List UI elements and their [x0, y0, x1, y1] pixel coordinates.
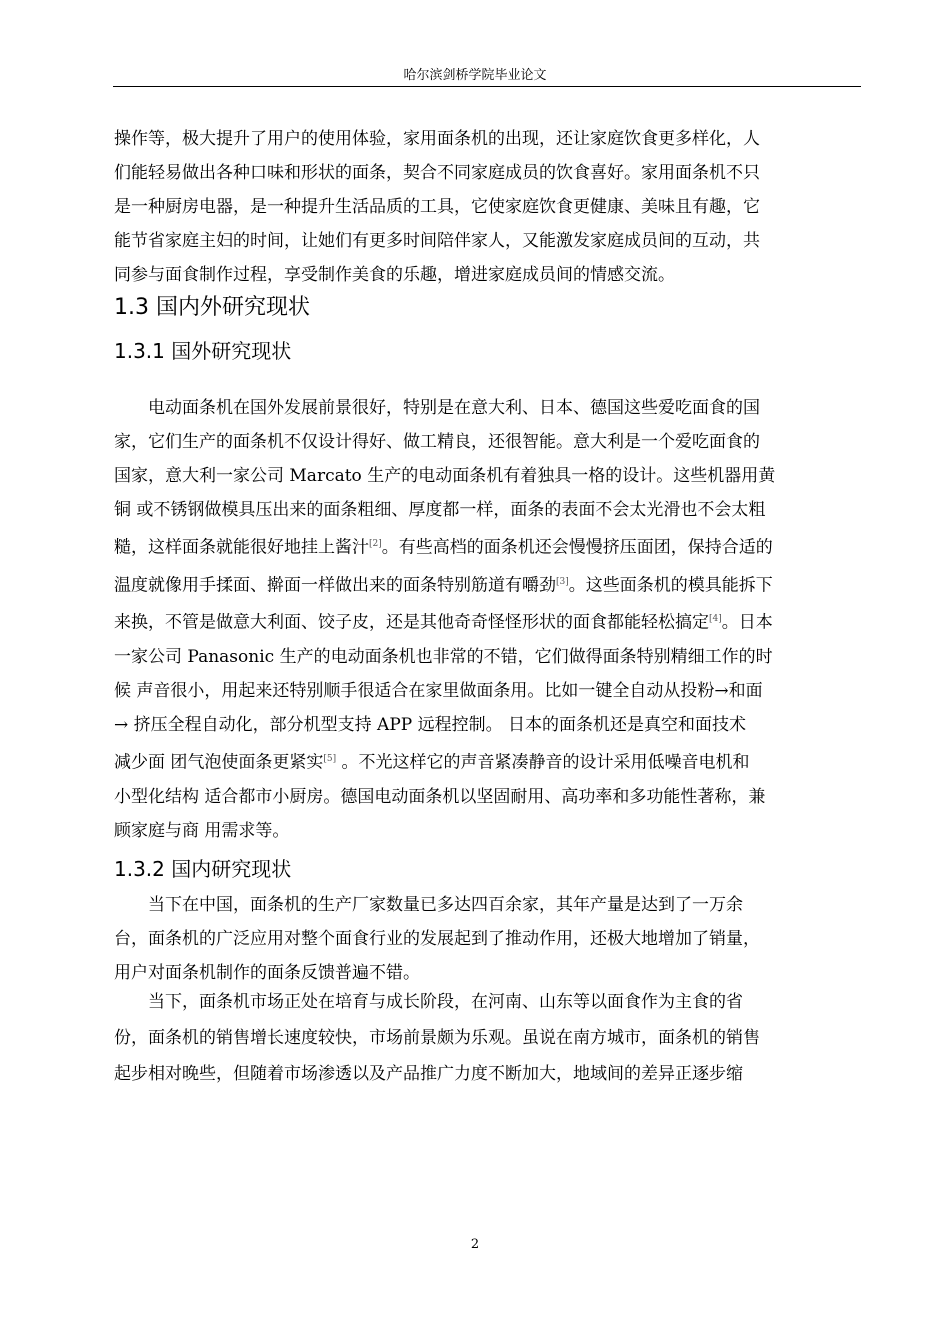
text-segment: 。不光这样它的声音紧凑静音的设计采用低噪音电机和: [336, 752, 750, 773]
foreign-research-paragraph: [114, 391, 851, 848]
text-line: 操作等，极大提升了用户的使用体验，家用面条机的出现，还让家庭饮食更多样化，人: [114, 129, 760, 149]
section-heading-1-3-2: 1.3.2 国内研究现状: [114, 857, 292, 881]
text-line: 同参与面食制作过程，享受制作美食的乐趣，增进家庭成员间的情感交流。: [114, 265, 675, 285]
text-line: 份，面条机的销售增长速度较快，市场前景颇为乐观。虽说在南方城市，面条机的销售: [114, 1028, 760, 1048]
text-line: [114, 527, 851, 565]
text-segment: 。日本: [721, 612, 773, 633]
domestic-research-paragraph-2: [114, 984, 851, 1092]
text-line: 们能轻易做出各种口味和形状的面条，契合不同家庭成员的饮食喜好。家用面条机不只: [114, 163, 760, 183]
running-header: 哈尔滨剑桥学院毕业论文: [403, 68, 547, 83]
text-segment: 糙，这样面条就能很好地挂上酱汁: [114, 537, 369, 558]
section-heading-1-3-1: 1.3.1 国外研究现状: [114, 339, 292, 363]
text-segment: 温度就像用手揉面、擀面一样做出来的面条特别筋道有嚼劲: [114, 575, 556, 596]
text-segment: 。有些高档的面条机还会慢慢挤压面团，保持合适的: [381, 537, 773, 558]
intro-paragraph: [114, 122, 851, 292]
text-line: [114, 640, 851, 674]
text-segment: 候 声音很小，用起来还特别顺手很适合在家里做面条用。比如一键全自动从投粉→和面: [114, 680, 763, 701]
citation-reference[interactable]: [2]: [369, 539, 382, 549]
text-segment: 一家公司 Panasonic 生产的电动面条机也非常的不错，它们做得面条特别精细工作的时: [114, 646, 773, 667]
text-line: [114, 814, 851, 848]
domestic-research-paragraph-1: [114, 888, 851, 990]
text-line: 当下在中国，面条机的生产厂家数量已多达四百余家，其年产量是达到了一万余: [148, 895, 743, 915]
text-segment: 减少面 团气泡使面条更紧实: [114, 752, 324, 773]
text-segment: 电动面条机在国外发展前景很好，特别是在意大利、日本、德国这些爱吃面食的国: [148, 398, 760, 418]
text-line: [114, 742, 851, 780]
header-rule: [113, 86, 861, 87]
text-line: [114, 425, 851, 459]
text-line: [114, 602, 851, 640]
text-line: 能节省家庭主妇的时间，让她们有更多时间陪伴家人，又能激发家庭成员间的互动，共: [114, 231, 760, 251]
text-segment: 铜 或不锈钢做模具压出来的面条粗细、厚度都一样，面条的表面不会太光滑也不会太粗: [114, 500, 766, 520]
text-line: [114, 674, 851, 708]
text-segment: → 挤压全程自动化，部分机型支持 APP 远程控制。 日本的面条机还是真空和面技术: [114, 714, 747, 735]
section-heading-1-3: 1.3 国内外研究现状: [114, 295, 310, 320]
text-segment: 来换，不管是做意大利面、饺子皮，还是其他奇奇怪怪形状的面食都能轻松搞定: [114, 612, 709, 633]
text-line: [114, 391, 851, 425]
text-line: [114, 459, 851, 493]
text-line: 是一种厨房电器，是一种提升生活品质的工具，它使家庭饮食更健康、美味且有趣，它: [114, 197, 760, 217]
text-segment: 顾家庭与商 用需求等。: [114, 820, 290, 841]
citation-reference[interactable]: [5]: [323, 753, 337, 764]
text-segment: 家，它们生产的面条机不仅设计得好、做工精良，还很智能。意大利是一个爱吃面食的: [114, 432, 760, 452]
citation-reference[interactable]: [4]: [709, 614, 722, 625]
page-number: 2: [470, 1237, 480, 1252]
text-segment: 小型化结构 适合都市小厨房。德国电动面条机以坚固耐用、高功率和多功能性著称，兼: [114, 786, 766, 807]
text-line: 当下，面条机市场正处在培育与成长阶段，在河南、山东等以面食作为主食的省: [148, 992, 743, 1012]
text-line: [114, 780, 851, 814]
text-segment: 。这些面条机的模具能拆下: [568, 575, 773, 596]
text-line: [114, 493, 851, 527]
text-line: [114, 565, 851, 603]
text-line: [114, 708, 851, 742]
citation-reference[interactable]: [3]: [556, 576, 569, 587]
text-segment: 国家，意大利一家公司 Marcato 生产的电动面条机有着独具一格的设计。这些机器用黄: [114, 466, 776, 486]
text-line: 用户对面条机制作的面条反馈普遍不错。: [114, 963, 420, 983]
text-line: 起步相对晚些，但随着市场渗透以及产品推广力度不断加大，地域间的差异正逐步缩: [114, 1064, 743, 1084]
text-line: 台，面条机的广泛应用对整个面食行业的发展起到了推动作用，还极大地增加了销量，: [114, 929, 760, 949]
